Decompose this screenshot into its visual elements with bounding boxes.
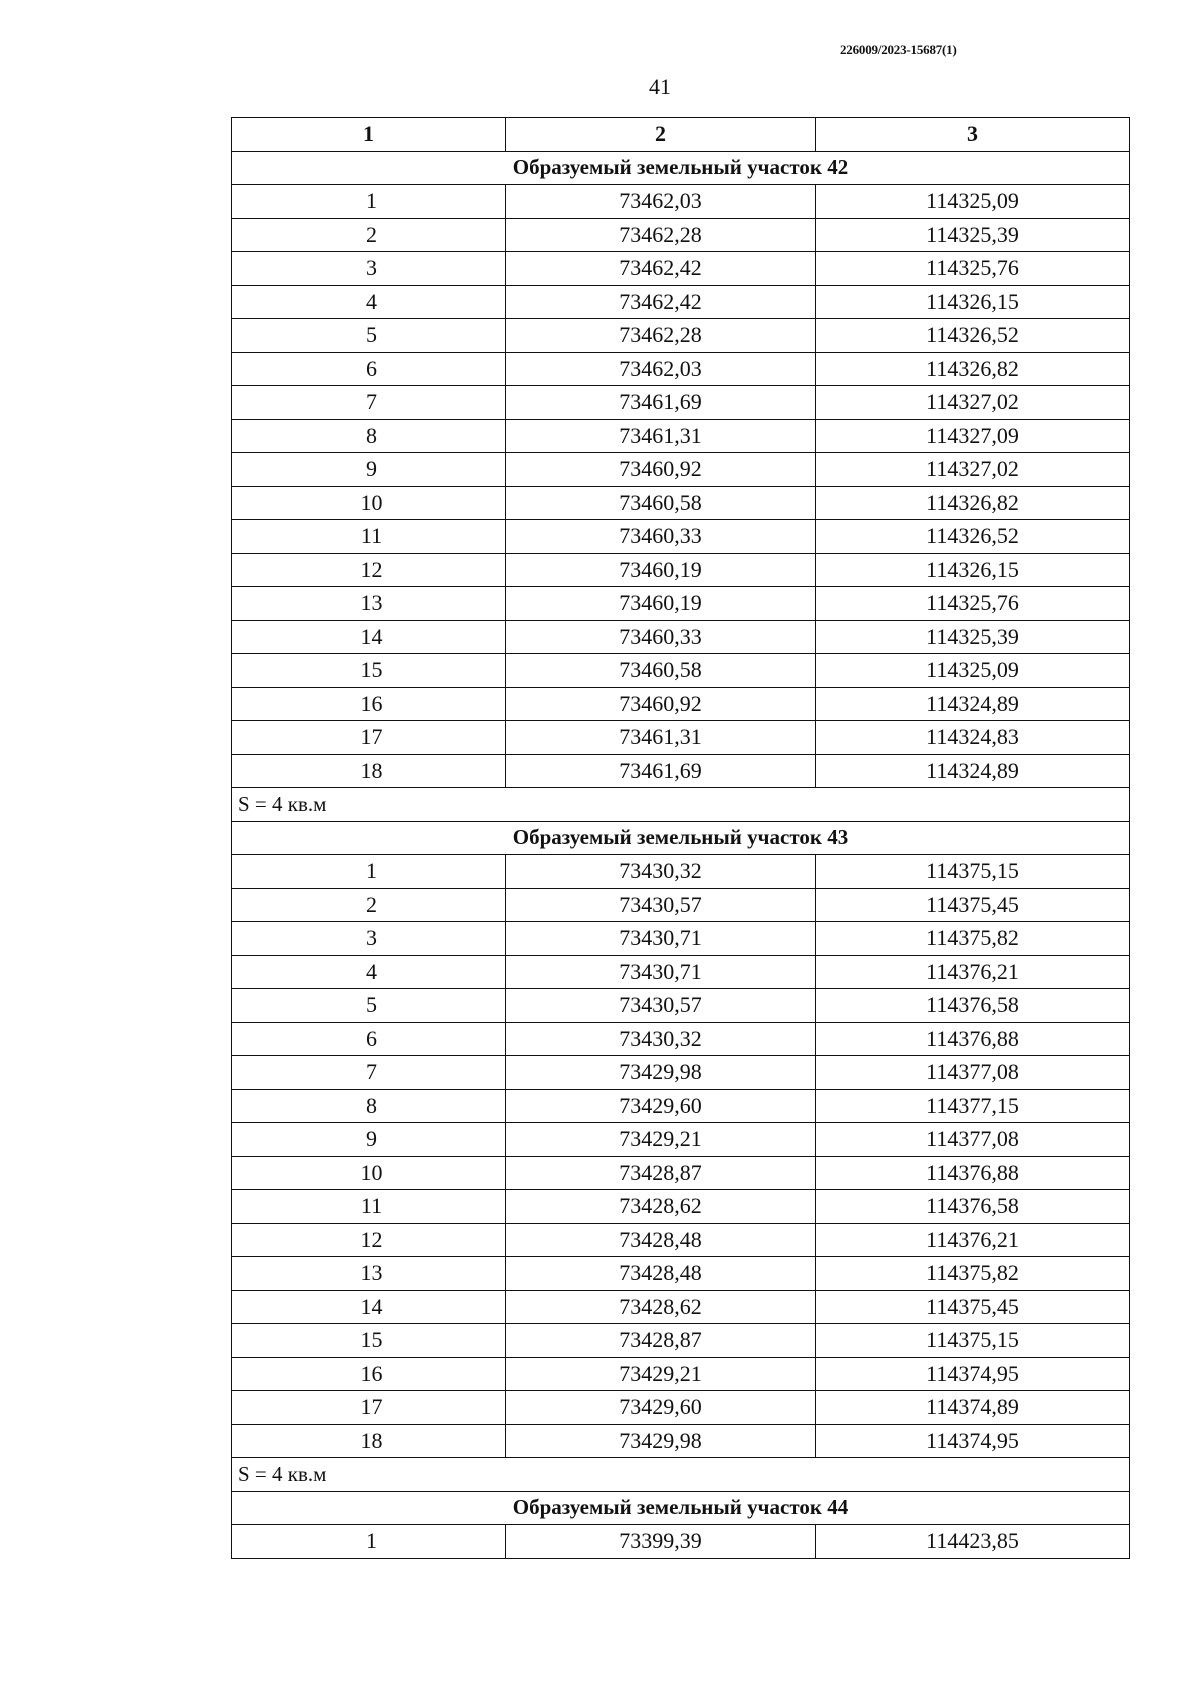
x-coordinate-cell: 73462,28 <box>506 319 816 353</box>
y-coordinate-cell: 114375,45 <box>816 888 1130 922</box>
point-number-cell: 18 <box>232 1424 506 1458</box>
table-row <box>232 419 1130 453</box>
table-row <box>232 553 1130 587</box>
point-number-cell: 18 <box>232 754 506 788</box>
point-number-cell: 8 <box>232 419 506 453</box>
table-row <box>232 955 1130 989</box>
y-coordinate-cell: 114374,95 <box>816 1357 1130 1391</box>
x-coordinate-cell: 73460,92 <box>506 687 816 721</box>
y-coordinate-cell: 114326,82 <box>816 352 1130 386</box>
x-coordinate-cell: 73428,48 <box>506 1223 816 1257</box>
point-number-cell: 5 <box>232 319 506 353</box>
y-coordinate-cell: 114377,08 <box>816 1123 1130 1157</box>
y-coordinate-cell: 114327,02 <box>816 386 1130 420</box>
x-coordinate-cell: 73460,33 <box>506 620 816 654</box>
section-title: Образуемый земельный участок 44 <box>232 1491 1130 1525</box>
point-number-cell: 8 <box>232 1089 506 1123</box>
table-row <box>232 855 1130 889</box>
x-coordinate-cell: 73429,21 <box>506 1357 816 1391</box>
point-number-cell: 1 <box>232 1525 506 1559</box>
x-coordinate-cell: 73430,71 <box>506 955 816 989</box>
x-coordinate-cell: 73461,31 <box>506 721 816 755</box>
y-coordinate-cell: 114325,09 <box>816 185 1130 219</box>
point-number-cell: 4 <box>232 285 506 319</box>
table-row <box>232 252 1130 286</box>
point-number-cell: 9 <box>232 1123 506 1157</box>
point-number-cell: 12 <box>232 553 506 587</box>
y-coordinate-cell: 114376,21 <box>816 1223 1130 1257</box>
y-coordinate-cell: 114376,88 <box>816 1156 1130 1190</box>
x-coordinate-cell: 73429,60 <box>506 1089 816 1123</box>
y-coordinate-cell: 114324,83 <box>816 721 1130 755</box>
page-number: 41 <box>649 74 671 99</box>
table-row <box>232 1123 1130 1157</box>
area-row <box>232 1458 1130 1492</box>
area-row <box>232 788 1130 822</box>
y-coordinate-cell: 114375,15 <box>816 855 1130 889</box>
x-coordinate-cell: 73430,57 <box>506 989 816 1023</box>
y-coordinate-cell: 114325,76 <box>816 587 1130 621</box>
x-coordinate-cell: 73460,58 <box>506 654 816 688</box>
y-coordinate-cell: 114325,39 <box>816 218 1130 252</box>
table-row <box>232 587 1130 621</box>
table-row <box>232 218 1130 252</box>
point-number-cell: 4 <box>232 955 506 989</box>
y-coordinate-cell: 114327,09 <box>816 419 1130 453</box>
table-row <box>232 352 1130 386</box>
point-number-cell: 6 <box>232 352 506 386</box>
y-coordinate-cell: 114325,76 <box>816 252 1130 286</box>
table-row <box>232 1290 1130 1324</box>
point-number-cell: 11 <box>232 1190 506 1224</box>
y-coordinate-cell: 114326,82 <box>816 486 1130 520</box>
table-row <box>232 1424 1130 1458</box>
y-coordinate-cell: 114377,08 <box>816 1056 1130 1090</box>
y-coordinate-cell: 114375,15 <box>816 1324 1130 1358</box>
table-row <box>232 754 1130 788</box>
table-row <box>232 922 1130 956</box>
y-coordinate-cell: 114375,45 <box>816 1290 1130 1324</box>
table-row <box>232 1056 1130 1090</box>
column-header: 1 <box>232 118 506 152</box>
y-coordinate-cell: 114326,15 <box>816 285 1130 319</box>
table-row <box>232 285 1130 319</box>
x-coordinate-cell: 73430,32 <box>506 1022 816 1056</box>
point-number-cell: 17 <box>232 721 506 755</box>
x-coordinate-cell: 73462,42 <box>506 285 816 319</box>
x-coordinate-cell: 73462,03 <box>506 352 816 386</box>
point-number-cell: 15 <box>232 1324 506 1358</box>
table-row <box>232 520 1130 554</box>
x-coordinate-cell: 73460,92 <box>506 453 816 487</box>
y-coordinate-cell: 114376,58 <box>816 1190 1130 1224</box>
point-number-cell: 2 <box>232 888 506 922</box>
x-coordinate-cell: 73429,60 <box>506 1391 816 1425</box>
point-number-cell: 2 <box>232 218 506 252</box>
column-header: 2 <box>506 118 816 152</box>
section-title-row <box>232 1491 1130 1525</box>
x-coordinate-cell: 73461,69 <box>506 386 816 420</box>
table-row <box>232 1223 1130 1257</box>
point-number-cell: 10 <box>232 1156 506 1190</box>
x-coordinate-cell: 73460,19 <box>506 587 816 621</box>
point-number-cell: 12 <box>232 1223 506 1257</box>
point-number-cell: 17 <box>232 1391 506 1425</box>
x-coordinate-cell: 73461,69 <box>506 754 816 788</box>
y-coordinate-cell: 114326,52 <box>816 520 1130 554</box>
table-row <box>232 1324 1130 1358</box>
table-row <box>232 453 1130 487</box>
column-header: 3 <box>816 118 1130 152</box>
x-coordinate-cell: 73462,28 <box>506 218 816 252</box>
y-coordinate-cell: 114325,09 <box>816 654 1130 688</box>
x-coordinate-cell: 73430,71 <box>506 922 816 956</box>
table-row <box>232 486 1130 520</box>
point-number-cell: 13 <box>232 1257 506 1291</box>
table-row <box>232 620 1130 654</box>
point-number-cell: 3 <box>232 252 506 286</box>
y-coordinate-cell: 114375,82 <box>816 1257 1130 1291</box>
table-body <box>232 118 1130 1559</box>
point-number-cell: 1 <box>232 855 506 889</box>
area-value: S = 4 кв.м <box>232 1458 1130 1492</box>
x-coordinate-cell: 73462,03 <box>506 185 816 219</box>
table-row <box>232 687 1130 721</box>
y-coordinate-cell: 114326,52 <box>816 319 1130 353</box>
y-coordinate-cell: 114374,95 <box>816 1424 1130 1458</box>
y-coordinate-cell: 114376,21 <box>816 955 1130 989</box>
x-coordinate-cell: 73428,62 <box>506 1190 816 1224</box>
x-coordinate-cell: 73429,98 <box>506 1056 816 1090</box>
document-number: 226009/2023-15687(1) <box>840 42 957 57</box>
x-coordinate-cell: 73399,39 <box>506 1525 816 1559</box>
x-coordinate-cell: 73430,57 <box>506 888 816 922</box>
point-number-cell: 15 <box>232 654 506 688</box>
table-row <box>232 1257 1130 1291</box>
y-coordinate-cell: 114423,85 <box>816 1525 1130 1559</box>
y-coordinate-cell: 114325,39 <box>816 620 1130 654</box>
y-coordinate-cell: 114324,89 <box>816 754 1130 788</box>
point-number-cell: 7 <box>232 386 506 420</box>
table-row <box>232 386 1130 420</box>
x-coordinate-cell: 73428,87 <box>506 1324 816 1358</box>
point-number-cell: 5 <box>232 989 506 1023</box>
x-coordinate-cell: 73430,32 <box>506 855 816 889</box>
y-coordinate-cell: 114324,89 <box>816 687 1130 721</box>
y-coordinate-cell: 114327,02 <box>816 453 1130 487</box>
y-coordinate-cell: 114326,15 <box>816 553 1130 587</box>
table-row <box>232 1391 1130 1425</box>
table-row <box>232 1022 1130 1056</box>
point-number-cell: 10 <box>232 486 506 520</box>
x-coordinate-cell: 73462,42 <box>506 252 816 286</box>
table-row <box>232 721 1130 755</box>
table-row <box>232 1156 1130 1190</box>
point-number-cell: 14 <box>232 1290 506 1324</box>
section-title-row <box>232 151 1130 185</box>
area-value: S = 4 кв.м <box>232 788 1130 822</box>
y-coordinate-cell: 114377,15 <box>816 1089 1130 1123</box>
table-row <box>232 1357 1130 1391</box>
table-row <box>232 1525 1130 1559</box>
y-coordinate-cell: 114375,82 <box>816 922 1130 956</box>
x-coordinate-cell: 73428,87 <box>506 1156 816 1190</box>
point-number-cell: 9 <box>232 453 506 487</box>
x-coordinate-cell: 73428,62 <box>506 1290 816 1324</box>
x-coordinate-cell: 73460,58 <box>506 486 816 520</box>
point-number-cell: 16 <box>232 1357 506 1391</box>
point-number-cell: 13 <box>232 587 506 621</box>
table-row <box>232 654 1130 688</box>
x-coordinate-cell: 73461,31 <box>506 419 816 453</box>
x-coordinate-cell: 73429,21 <box>506 1123 816 1157</box>
point-number-cell: 3 <box>232 922 506 956</box>
table-row <box>232 185 1130 219</box>
x-coordinate-cell: 73460,33 <box>506 520 816 554</box>
x-coordinate-cell: 73429,98 <box>506 1424 816 1458</box>
table-header-row <box>232 118 1130 152</box>
point-number-cell: 1 <box>232 185 506 219</box>
point-number-cell: 11 <box>232 520 506 554</box>
section-title: Образуемый земельный участок 42 <box>232 151 1130 185</box>
table-row <box>232 1190 1130 1224</box>
point-number-cell: 7 <box>232 1056 506 1090</box>
point-number-cell: 14 <box>232 620 506 654</box>
table-row <box>232 1089 1130 1123</box>
y-coordinate-cell: 114376,88 <box>816 1022 1130 1056</box>
point-number-cell: 16 <box>232 687 506 721</box>
x-coordinate-cell: 73428,48 <box>506 1257 816 1291</box>
y-coordinate-cell: 114376,58 <box>816 989 1130 1023</box>
table-row <box>232 888 1130 922</box>
section-title: Образуемый земельный участок 43 <box>232 821 1130 855</box>
table-row <box>232 319 1130 353</box>
x-coordinate-cell: 73460,19 <box>506 553 816 587</box>
section-title-row <box>232 821 1130 855</box>
table-row <box>232 989 1130 1023</box>
coordinates-table <box>231 117 1130 1559</box>
point-number-cell: 6 <box>232 1022 506 1056</box>
y-coordinate-cell: 114374,89 <box>816 1391 1130 1425</box>
